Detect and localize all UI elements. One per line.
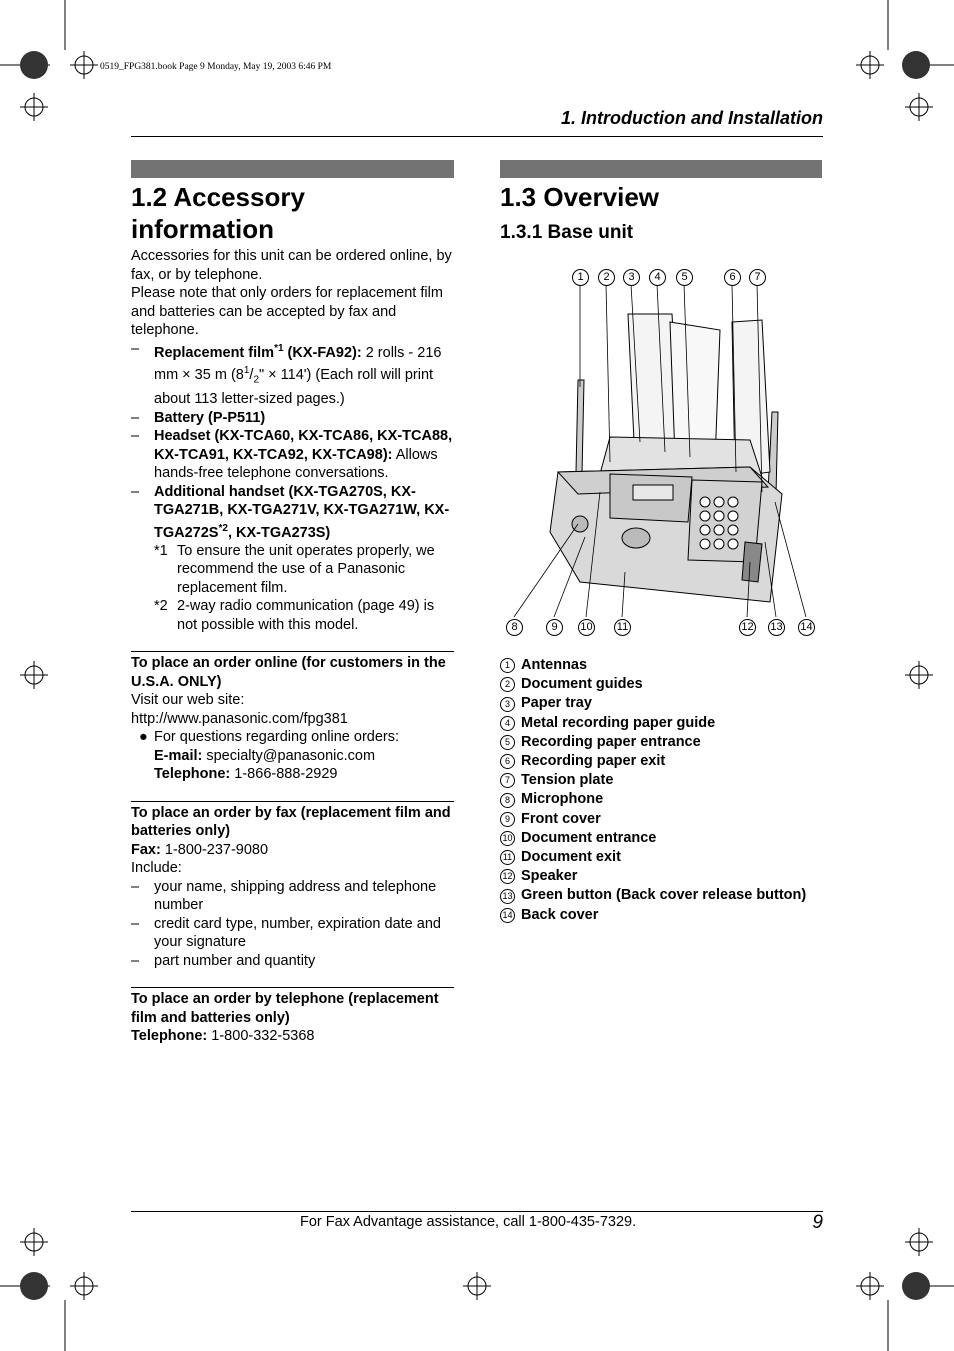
online-question-bullet: ● For questions regarding online orders: bbox=[139, 729, 400, 746]
part-item: 13 Green button (Back cover release button) bbox=[500, 886, 806, 905]
fax-order-heading: To place an order by fax (replacement film and batteries only) bbox=[131, 804, 451, 840]
phone-number: Telephone: 1-800-332-5368 bbox=[131, 1028, 315, 1045]
callout-5: 5 bbox=[676, 269, 693, 286]
accessory-item-headset: – Headset (KX-TCA60, KX-TCA86, KX-TCA88, KX-TCA91, KX-TCA92, KX-TCA98): Allows hands-free telephone conversations. bbox=[131, 428, 453, 482]
callout-9: 9 bbox=[546, 619, 563, 636]
page-number: 9 bbox=[812, 1212, 823, 1233]
footnote-1: *1 To ensure the unit operates properly, we recommend the use of a Panasonic replacement film. bbox=[154, 542, 435, 596]
accessory-item-film: – Replacement film$^{*1}$ (KX-FA92): 2 rolls - 216 mm × 35 m ($8^1/_2$" × 114') (Each roll will print about 113 letter-sized pages.) bbox=[131, 340, 442, 408]
callout-4: 4 bbox=[649, 269, 666, 286]
part-item: 12 Speaker bbox=[500, 867, 806, 886]
callout-11: 11 bbox=[614, 619, 631, 636]
callout-2: 2 bbox=[598, 269, 615, 286]
callout-8: 8 bbox=[506, 619, 523, 636]
divider-online bbox=[131, 651, 454, 652]
section-bar-right bbox=[500, 160, 822, 178]
parts-list bbox=[500, 656, 806, 925]
overview-column bbox=[500, 181, 822, 245]
intro-paragraph-2: Please note that only orders for replacement film and batteries can be accepted by fax and telephone. bbox=[131, 285, 443, 338]
include-item: – your name, shipping address and telephone number bbox=[131, 878, 437, 914]
divider-telephone bbox=[131, 987, 454, 988]
online-visit-text: Visit our web site: bbox=[131, 692, 245, 709]
include-label: Include: bbox=[131, 860, 182, 877]
part-item: 7 Tension plate bbox=[500, 771, 806, 790]
callout-13: 13 bbox=[768, 619, 785, 636]
phone-order-heading: To place an order by telephone (replacement film and batteries only) bbox=[131, 991, 439, 1026]
part-item: 2 Document guides bbox=[500, 675, 806, 694]
part-item: 11 Document exit bbox=[500, 848, 806, 867]
intro-paragraph-1: Accessories for this unit can be ordered online, by fax, or by telephone. bbox=[131, 248, 452, 283]
include-item: – credit card type, number, expiration date and your signature bbox=[131, 915, 441, 951]
accessory-column bbox=[131, 181, 454, 1046]
part-item: 4 Metal recording paper guide bbox=[500, 714, 806, 733]
header-rule bbox=[131, 136, 823, 137]
part-item: 9 Front cover bbox=[500, 810, 806, 829]
section-title: 1. Introduction and Installation bbox=[560, 108, 823, 128]
callout-7: 7 bbox=[749, 269, 766, 286]
callout-12: 12 bbox=[739, 619, 756, 636]
footer-rule bbox=[131, 1211, 823, 1212]
accessory-item-handset: – Additional handset (KX-TGA270S, KX-TGA271B, KX-TGA271V, KX-TGA271W, $KX-TGA272S^{*2}$, KX-TGA273S) bbox=[131, 483, 450, 541]
part-item: 5 Recording paper entrance bbox=[500, 733, 806, 752]
fax-number: Fax: 1-800-237-9080 bbox=[131, 841, 269, 858]
divider-fax bbox=[131, 801, 454, 802]
print-header: 0519_FPG381.book Page 9 Monday, May 19, 2003 6:46 PM bbox=[100, 62, 332, 72]
section-bar-left bbox=[131, 160, 454, 178]
part-item: 6 Recording paper exit bbox=[500, 752, 806, 771]
part-item: 14 Back cover bbox=[500, 906, 806, 925]
callout-10: 10 bbox=[578, 619, 595, 636]
callout-14: 14 bbox=[798, 619, 815, 636]
footnote-2: *2 2-way radio communication (page 49) is not possible with this model. bbox=[154, 598, 435, 633]
part-item: 1 Antennas bbox=[500, 656, 806, 675]
include-item: – part number and quantity bbox=[131, 952, 316, 969]
part-item: 3 Paper tray bbox=[500, 694, 806, 713]
online-url: http://www.panasonic.com/fpg381 bbox=[131, 710, 348, 727]
part-item: 8 Microphone bbox=[500, 790, 806, 809]
online-email: E-mail: specialty@panasonic.com bbox=[154, 747, 376, 764]
part-item: 10 Document entrance bbox=[500, 829, 806, 848]
callout-3: 3 bbox=[623, 269, 640, 286]
accessory-heading: 1.2 Accessory information bbox=[131, 182, 305, 244]
overview-heading: 1.3 Overview bbox=[500, 182, 659, 212]
online-order-heading: To place an order online (for customers in the U.S.A. ONLY) bbox=[131, 655, 446, 690]
accessory-item-battery: – Battery (P-P511) bbox=[131, 409, 266, 426]
callout-labels bbox=[500, 262, 830, 652]
online-telephone: Telephone: 1-866-888-2929 bbox=[154, 766, 338, 783]
base-unit-heading: 1.3.1 Base unit bbox=[500, 222, 634, 243]
callout-6: 6 bbox=[724, 269, 741, 286]
callout-1: 1 bbox=[572, 269, 589, 286]
footer-assistance-text: For Fax Advantage assistance, call 1-800-435-7329. bbox=[300, 1214, 637, 1230]
